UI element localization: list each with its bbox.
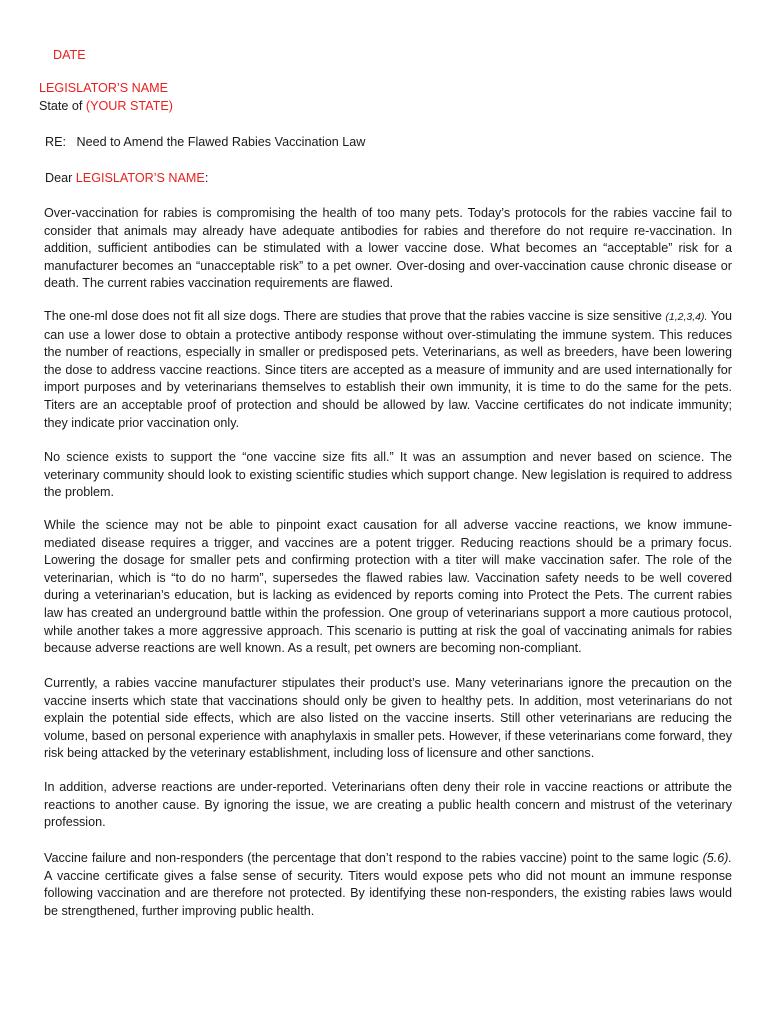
paragraph-vaccine-failure-text-b: A vaccine certificate gives a false sense of security. Titers would expose pets who did not mount an immune response following vaccination and are therefore not protected. By identifying these non-responders, the existing rabies laws would be strengthened, further improving public health. <box>44 868 732 918</box>
salutation-name: LEGISLATOR’S NAME <box>75 171 205 185</box>
paragraph-under-reported: In addition, adverse reactions are under-reported. Veterinarians often deny their role in vaccine reactions or attribute the reactions to another cause. By ignoring the issue, we are creating a public health concern and mistrust of the veterinary profession. <box>44 780 732 830</box>
re-line: RE: Need to Amend the Flawed Rabies Vaccination Law <box>45 135 366 149</box>
citation-1-4: (1,2,3,4). <box>665 311 708 323</box>
paragraph-dose-size <box>44 308 732 432</box>
your-state-field: (YOUR STATE) <box>85 99 173 113</box>
salutation <box>45 170 208 188</box>
paragraph-dose-size-text-b: You can use a lower dose to obtain a protective antibody response without over-stimulating the immune system. This reduces the number of reactions, especially in smaller or predisposed pets. Veterinarians, as well as breeders, have been lowering the dose to address vaccine reactions. Since titers are accepted as a measure of immunity and are used internationally for import purposes and by veterinarians themselves to establish their own immunity, it is time to do the same for the pets. Titers are an acceptable proof of protection and should be allowed by law. Vaccine certificates do not indicate immunity; they indicate prior vaccination only. <box>44 309 732 430</box>
paragraph-manufacturer: Currently, a rabies vaccine manufacturer stipulates their product’s use. Many veterinarians ignore the precaution on the vaccine inserts which state that vaccinations should only be given to healthy pets. In addition, most veterinarians do not explain the potential side effects, which are also listed on the vaccine inserts. Still other veterinarians are reducing the volume, based on personal experience with anaphylaxis in smaller pets. However, if these veterinarians come forward, they risk being attacked by the veterinary establishment, including loss of licensure and other sanctions. <box>44 676 732 761</box>
citation-5-6: (5.6). <box>702 851 732 865</box>
paragraph-no-science: No science exists to support the “one vaccine size fits all.” It was an assumption and never based on science. The veterinary community should look to existing scientific studies which support change. New legislation is required to address the problem. <box>44 450 732 500</box>
paragraph-vaccine-failure <box>44 850 732 920</box>
paragraph-dose-size-text-a: The one-ml dose does not fit all size dogs. There are studies that prove that the rabies vaccine is size sensitive <box>44 309 666 323</box>
state-prefix: State of <box>39 99 86 113</box>
state-line <box>39 98 173 116</box>
salutation-suffix: : <box>204 171 209 185</box>
legislator-name-field: LEGISLATOR’S NAME <box>39 81 169 95</box>
date-field: DATE <box>53 48 86 62</box>
paragraph-vaccine-failure-text-a: Vaccine failure and non-responders (the percentage that don’t respond to the rabies vaccine) point to the same logic <box>44 851 703 865</box>
paragraph-causation: While the science may not be able to pinpoint exact causation for all adverse vaccine reactions, we know immune-mediated disease requires a trigger, and vaccines are a potent trigger. Reducing reactions should be a primary focus. Lowering the dosage for smaller pets and confirming protection with a titer will make vaccination safer. The role of the veterinarian, which is “to do no harm”, supersedes the flawed rabies law. Vaccination safety needs to be well covered during a veterinarian’s education, but is lacking as evidenced by reports coming into Protect the Pets. The current rabies law has created an underground battle within the profession. One group of veterinarians support a more cautious protocol, while another takes a more aggressive approach. This scenario is putting at risk the goal of vaccinating animals for rabies because adverse reactions are well known. As a result, pet owners are becoming non-compliant. <box>44 518 732 656</box>
paragraph-overvaccination: Over-vaccination for rabies is compromising the health of too many pets. Today’s protocols for the rabies vaccine fail to consider that animals may already have adequate antibodies for rabies and therefore do not require re-vaccination. In addition, sufficient antibodies can be stimulated with a lower vaccine dose. What becomes an “acceptable” risk for a manufacturer becomes an “unacceptable risk” to a pet owner. Over-dosing and over-vaccination cause chronic disease or death. The current rabies vaccination requirements are flawed. <box>44 206 732 291</box>
salutation-prefix: Dear <box>45 171 76 185</box>
